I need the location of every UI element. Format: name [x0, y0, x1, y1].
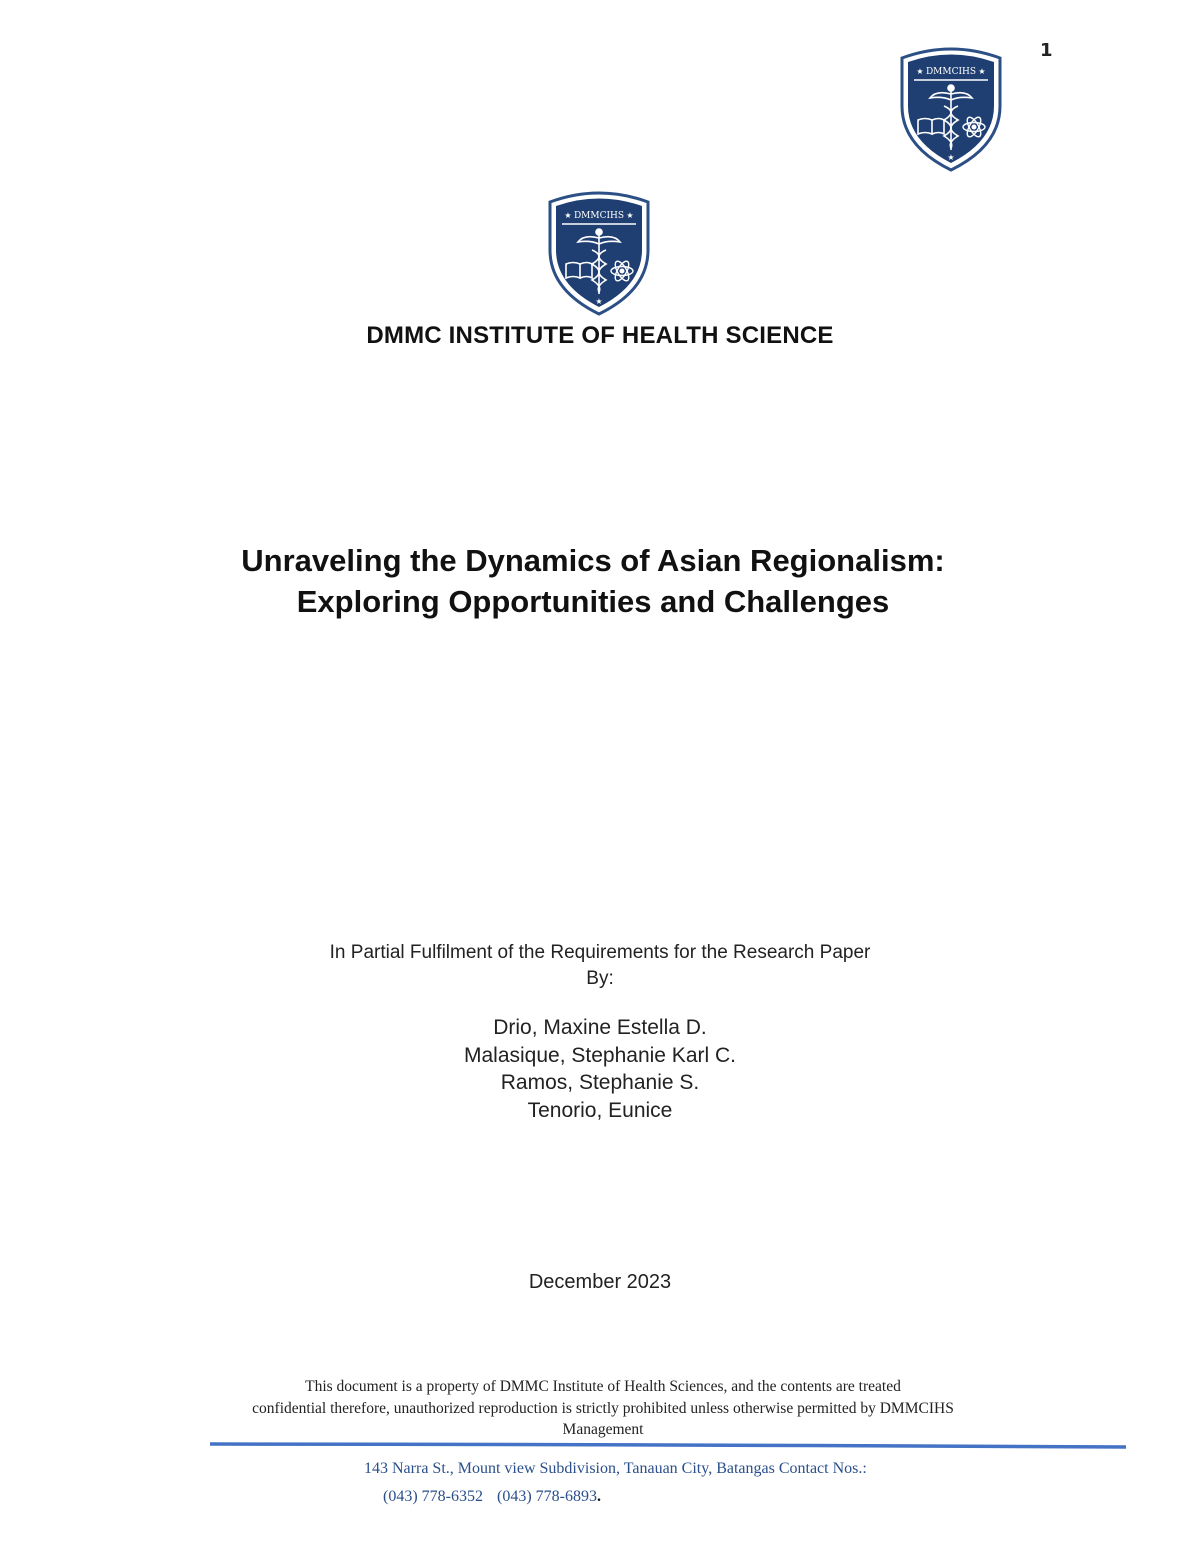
- title-line-1: Unraveling the Dynamics of Asian Regionalism:: [241, 543, 945, 578]
- fulfilment-line-1: In Partial Fulfilment of the Requirements for the Research Paper: [329, 942, 871, 963]
- title-line-2: Exploring Opportunities and Challenges: [296, 584, 890, 619]
- author-name: Drio, Maxine Estella D.: [493, 1016, 707, 1039]
- document-title: [0, 540, 1186, 622]
- svg-text:★: ★: [916, 67, 924, 76]
- footer-phones: [383, 1488, 601, 1506]
- page-number: 1: [1040, 40, 1053, 61]
- submission-date: December 2023: [528, 1271, 672, 1293]
- svg-text:★: ★: [564, 211, 572, 220]
- svg-text:★: ★: [626, 211, 634, 220]
- notice-line-2: confidential therefore, unauthorized reproduction is strictly prohibited unless otherwise permitted by DMMCIHS: [252, 1399, 954, 1417]
- institute-name: DMMC INSTITUTE OF HEALTH SCIENCE: [366, 322, 834, 349]
- logo-text: DMMCIHS: [925, 67, 977, 77]
- footer-divider: [210, 1441, 1126, 1449]
- svg-text:★: ★: [978, 67, 986, 76]
- footer-address: 143 Narra St., Mount view Subdivision, Tanauan City, Batangas Contact Nos.:: [364, 1460, 867, 1477]
- phone-number: (043) 778-6893: [496, 1488, 597, 1505]
- svg-text:★: ★: [595, 297, 603, 306]
- confidentiality-notice: [170, 1376, 1036, 1441]
- school-logo-main: [544, 188, 654, 318]
- svg-text:★: ★: [947, 153, 955, 162]
- author-name: Ramos, Stephanie S.: [500, 1071, 700, 1094]
- author-name: Tenorio, Eunice: [527, 1098, 673, 1122]
- notice-line-1: This document is a property of DMMC Institute of Health Sciences, and the contents are treated: [305, 1378, 901, 1395]
- author-name: Malasique, Stephanie Karl C.: [464, 1043, 736, 1067]
- logo-text: DMMCIHS: [573, 211, 625, 221]
- author-list: [0, 1014, 1200, 1124]
- notice-line-3: Management: [562, 1421, 644, 1438]
- fulfilment-statement: [0, 940, 1200, 992]
- fulfilment-line-2: By:: [586, 968, 614, 989]
- phones-end: .: [596, 1488, 601, 1505]
- school-logo-small: [896, 44, 1006, 174]
- phone-number: (043) 778-6352: [383, 1488, 483, 1505]
